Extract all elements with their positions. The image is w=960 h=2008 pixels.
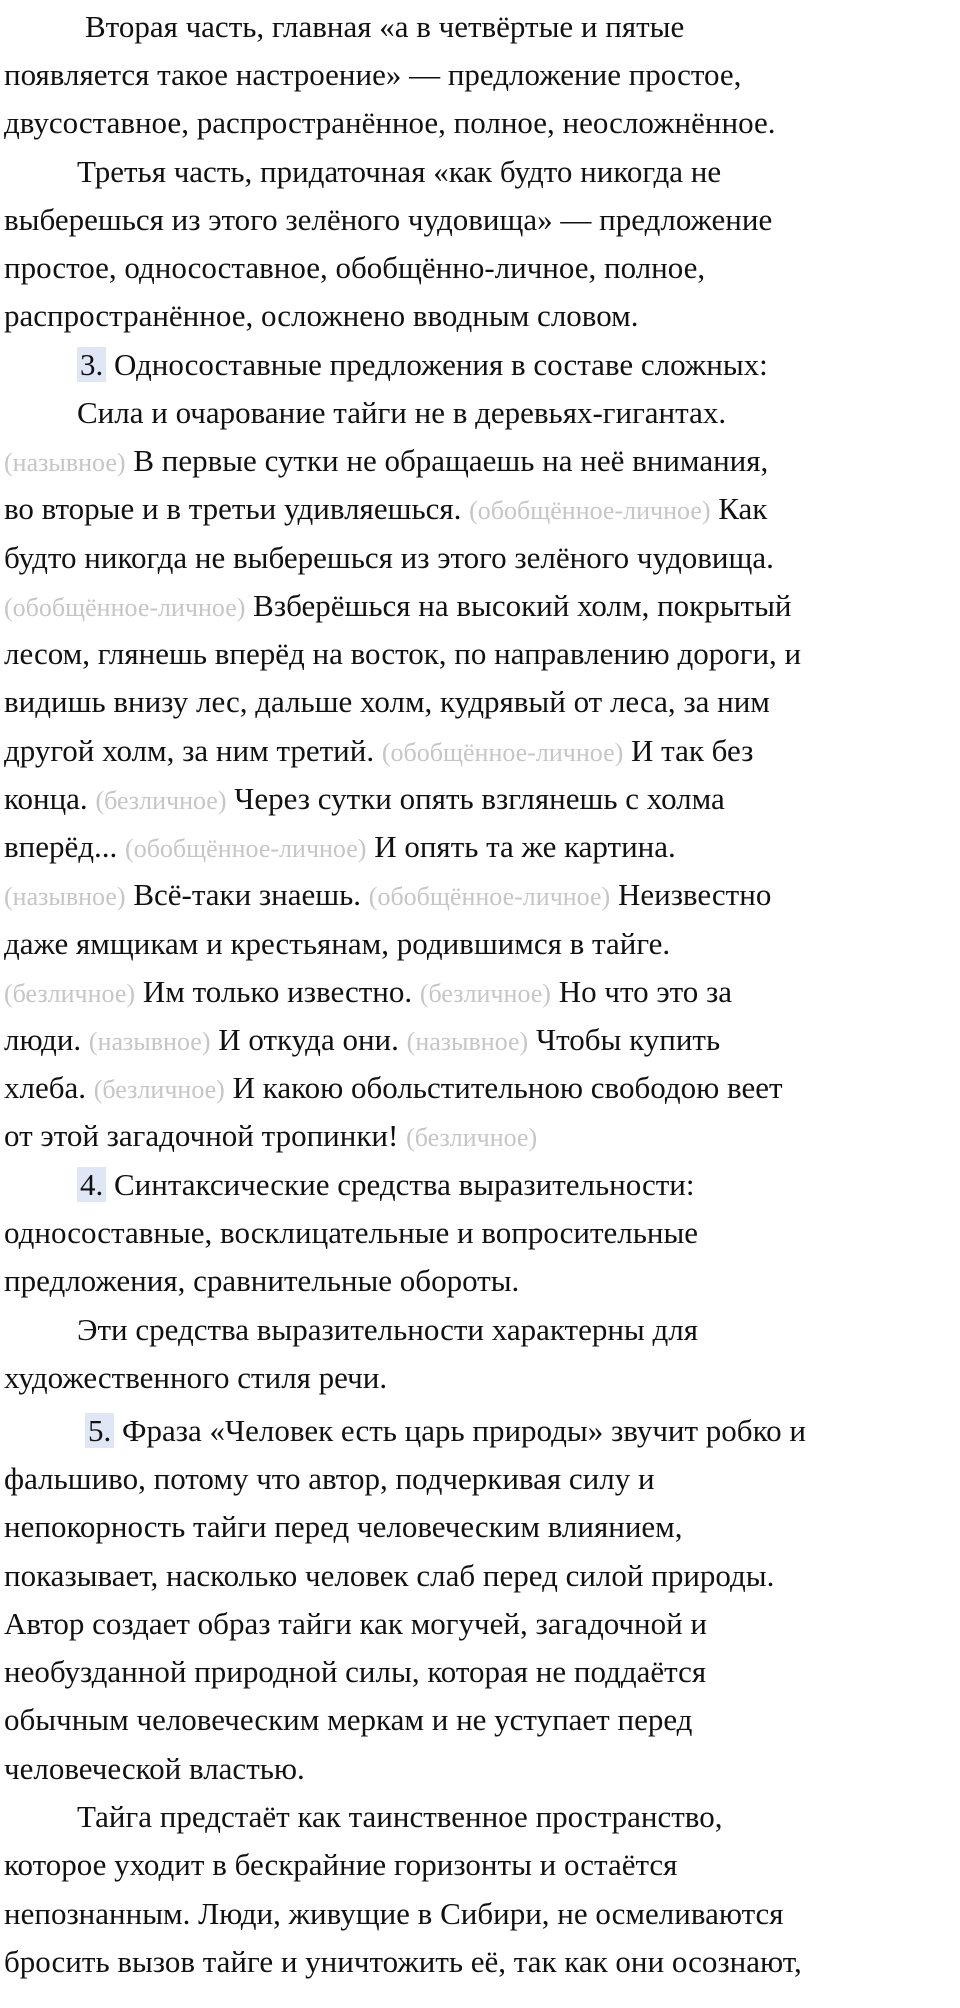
text-segment: Как: [710, 491, 768, 526]
sentence-type-annotation: (безличное): [95, 786, 227, 815]
text-segment: Третья часть, придаточная «как будто никогда не: [77, 154, 722, 189]
text-segment: другой холм, за ним третий.: [4, 733, 382, 768]
text-line: [4, 871, 771, 919]
text-segment: выберешься из этого зелёного чудовища» — предложение: [4, 202, 773, 237]
text-segment: И опять та же картина.: [366, 829, 676, 864]
text-line: [4, 630, 801, 678]
text-segment: Эти средства выразительности характерны для: [77, 1312, 698, 1347]
text-segment: даже ямщикам и крестьянам, родившимся в тайге.: [4, 926, 671, 961]
text-segment: Взберёшься на высокий холм, покрытый: [245, 588, 792, 623]
text-segment: распространённое, осложнено вводным словом.: [4, 298, 639, 333]
text-segment: Но что это за: [550, 974, 733, 1009]
sentence-type-annotation: (безличное): [419, 979, 551, 1008]
text-line: [4, 1648, 706, 1696]
text-line: [85, 1407, 806, 1455]
sentence-type-annotation: (назывное): [88, 1027, 211, 1056]
text-line: [77, 341, 768, 389]
text-segment: бросить вызов тайге и уничтожить её, так как они осознают,: [4, 1944, 802, 1979]
text-segment: вперёд...: [4, 829, 126, 864]
text-segment: человеческой властью.: [4, 1751, 305, 1786]
text-line: [4, 99, 775, 147]
text-line: [4, 244, 705, 292]
text-line: [4, 1890, 784, 1938]
sentence-type-annotation: (назывное): [406, 1027, 529, 1056]
text-line: [4, 1552, 774, 1600]
text-line: [4, 1257, 519, 1305]
text-line: [4, 582, 792, 630]
text-segment: от этой загадочной тропинки!: [4, 1118, 407, 1153]
text-segment: Автор создает образ тайги как могучей, загадочной и: [4, 1606, 708, 1641]
text-segment: Через сутки опять взглянешь с холма: [226, 781, 725, 816]
text-line: [4, 727, 753, 775]
text-line: [4, 1503, 683, 1551]
text-segment: которое уходит в бескрайние горизонты и остаётся: [4, 1847, 678, 1882]
item-number: 4.: [77, 1167, 106, 1202]
text-segment: показывает, насколько человек слаб перед силой природы.: [4, 1558, 775, 1593]
text-segment: Вторая часть, главная «а в четвёртые и пятые: [85, 9, 685, 44]
text-line: [4, 485, 767, 533]
text-segment: И так без: [623, 733, 754, 768]
text-segment: Сила и очарование тайги не в деревьях-гигантах.: [77, 395, 727, 430]
text-line: [4, 51, 741, 99]
text-line: [4, 534, 774, 582]
text-line: [4, 968, 732, 1016]
sentence-type-annotation: (безличное): [4, 979, 136, 1008]
text-segment: появляется такое настроение» — предложение простое,: [4, 57, 742, 92]
text-line: [4, 1841, 677, 1889]
text-line: [77, 1306, 698, 1354]
text-segment: во вторые и в третьи удивляешься.: [4, 491, 470, 526]
text-segment: двусоставное, распространённое, полное, неосложнённое.: [4, 105, 776, 140]
text-segment: будто никогда не выберешься из этого зелёного чудовища.: [4, 540, 774, 575]
sentence-type-annotation: (назывное): [4, 448, 126, 477]
text-line: [4, 1938, 802, 1986]
sentence-type-annotation: (обобщённое-личное): [4, 593, 246, 622]
sentence-type-annotation: (обобщённое-личное): [469, 496, 711, 525]
text-segment: И откуда они.: [210, 1022, 407, 1057]
text-line: [4, 1696, 692, 1744]
text-segment: Всё-таки знаешь.: [125, 877, 369, 912]
item-number: 3.: [77, 347, 106, 382]
text-line: [4, 1016, 720, 1064]
text-segment: Им только известно.: [135, 974, 420, 1009]
text-segment: Синтаксические средства выразительности:: [106, 1167, 695, 1202]
text-line: [4, 437, 768, 485]
text-segment: Неизвестно: [610, 877, 772, 912]
text-line: [4, 775, 725, 823]
text-segment: Тайга предстаёт как таинственное пространство,: [77, 1799, 723, 1834]
text-segment: необузданной природной силы, которая не поддаётся: [4, 1654, 707, 1689]
text-line: [77, 1793, 722, 1841]
text-segment: В первые сутки не обращаешь на неё внимания,: [125, 443, 769, 478]
text-line: [4, 1600, 707, 1648]
text-segment: фальшиво, потому что автор, подчеркивая силу и: [4, 1461, 655, 1496]
text-segment: Односоставные предложения в составе сложных:: [106, 347, 768, 382]
sentence-type-annotation: (назывное): [4, 882, 126, 911]
sentence-type-annotation: (обобщённое-личное): [381, 738, 624, 767]
text-segment: хлеба.: [4, 1070, 94, 1105]
sentence-type-annotation: (безличное): [406, 1123, 538, 1152]
text-line: [77, 148, 721, 196]
text-line: [77, 389, 726, 437]
text-line: [4, 678, 770, 726]
text-line: [4, 292, 639, 340]
text-segment: предложения, сравнительные обороты.: [4, 1263, 520, 1298]
text-segment: художественного стиля речи.: [4, 1360, 388, 1395]
text-segment: непокорность тайги перед человеческим влиянием,: [4, 1509, 683, 1544]
text-segment: конца.: [4, 781, 96, 816]
text-line: [4, 920, 670, 968]
text-segment: обычным человеческим меркам и не уступает перед: [4, 1702, 693, 1737]
text-line: [4, 823, 676, 871]
text-line: [77, 1161, 695, 1209]
item-number: 5.: [85, 1413, 114, 1448]
text-segment: Фраза «Человек есть царь природы» звучит робко и: [114, 1413, 806, 1448]
text-line: [4, 1455, 655, 1503]
text-line: [4, 1209, 698, 1257]
text-line: [4, 196, 772, 244]
text-line: [4, 1745, 305, 1793]
text-segment: люди.: [4, 1022, 89, 1057]
text-segment: непознанным. Люди, живущие в Сибири, не осмеливаются: [4, 1896, 784, 1931]
sentence-type-annotation: (обобщённое-личное): [125, 834, 367, 863]
text-segment: И какою обольстительною свободою веет: [224, 1070, 783, 1105]
sentence-type-annotation: (безличное): [93, 1075, 225, 1104]
text-segment: Чтобы купить: [528, 1022, 721, 1057]
text-segment: лесом, глянешь вперёд на восток, по направлению дороги, и: [4, 636, 802, 671]
text-line: [85, 3, 684, 51]
text-line: [4, 1112, 537, 1160]
text-segment: простое, односоставное, обобщённо-личное, полное,: [4, 250, 706, 285]
sentence-type-annotation: (обобщённое-личное): [368, 882, 611, 911]
text-segment: односоставные, восклицательные и вопросительные: [4, 1215, 699, 1250]
text-segment: видишь внизу лес, дальше холм, кудрявый от леса, за ним: [4, 684, 770, 719]
text-line: [4, 1354, 387, 1402]
text-line: [4, 1064, 783, 1112]
